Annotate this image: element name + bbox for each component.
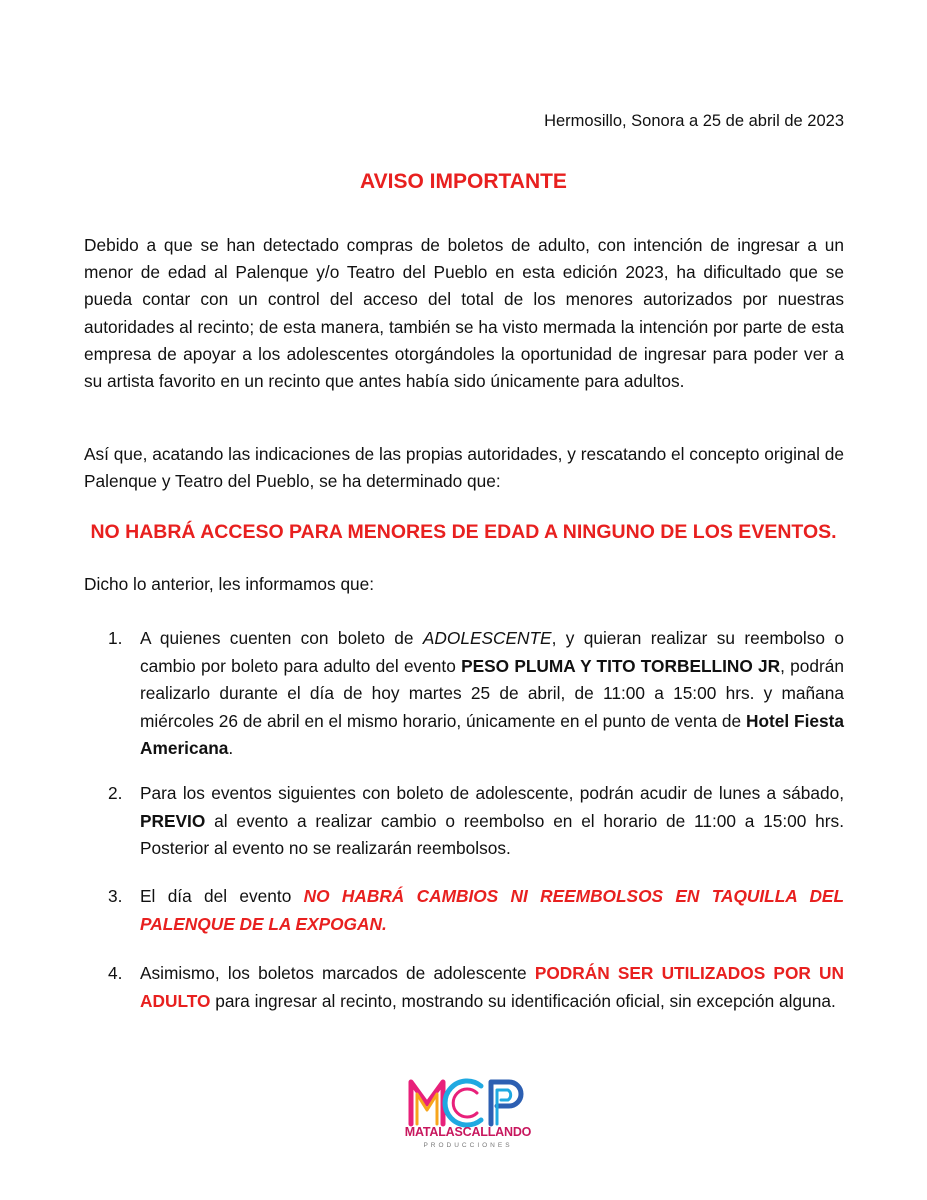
sale-point: Hotel Fiesta Americana (140, 710, 844, 758)
logo-subtitle: PRODUCCIONES (423, 1142, 513, 1149)
emphasis-previo: PREVIO (140, 810, 206, 831)
paragraph-intro: Debido a que se han detectado compras de boletos de adulto, con intención de ingresar a un menor de edad al Palenque y/o Teatro del Pueblo en esta edición 2023, ha dificultado que se pueda contar con un control del acceso del total de los menores autorizados por nuestras autoridades al recinto; de esta manera, también se ha visto mermada la intención por parte de esta empresa de apoyar a los adolescentes otorgándoles la oportunidad de ingresar para poder ver a su artista favorito en un recinto que antes había sido únicamente para adultos. (84, 235, 844, 392)
list-text: Asimismo, los boletos marcados de adolescente PODRÁN SER UTILIZADOS POR UN ADULTO para ingresar al recinto, mostrando su identificación oficial, sin excepción alguna. (140, 963, 844, 1011)
list-text: Para los eventos siguientes con boleto de adolescente, podrán acudir de lunes a sábado, PREVIO al evento a realizar cambio o reembolso en el horario de 11:00 a 15:00 hrs. Posterior al evento no se realizarán reembolsos. (140, 783, 844, 858)
date-line: Hermosillo, Sonora a 25 de abril de 2023 (544, 112, 844, 130)
event-name: PESO PLUMA Y TITO TORBELLINO JR (461, 655, 781, 676)
list-text: A quienes cuenten con boleto de ADOLESCENTE, y quieran realizar su reembolso o cambio por boleto para adulto del evento PESO PLUMA Y TITO TORBELLINO JR, podrán realizarlo durante el día de hoy martes 25 de abril, de 11:00 a 15:00 hrs. y mañana miércoles 26 de abril en el mismo horario, únicamente en el punto de venta de Hotel Fiesta Americana. (140, 628, 844, 758)
list-text: El día del evento NO HABRÁ CAMBIOS NI REEMBOLSOS EN TAQUILLA DEL PALENQUE DE LA EXPOGAN. (140, 886, 845, 934)
list-number: 3. (108, 886, 123, 906)
list-number: 4. (108, 963, 123, 983)
list-number: 2. (108, 783, 123, 803)
paragraph-determination: Así que, acatando las indicaciones de las propias autoridades, y rescatando el concepto original de Palenque y Teatro del Pueblo, se ha determinado que: (84, 444, 844, 492)
paragraph-lead-in: Dicho lo anterior, les informamos que: (84, 574, 375, 594)
alert-no-minors: NO HABRÁ ACCESO PARA MENORES DE EDAD A NINGUNO DE LOS EVENTOS. (90, 521, 837, 543)
notice-title: AVISO IMPORTANTE (360, 170, 567, 193)
emphasis-adult-use: PODRÁN SER UTILIZADOS POR UN ADULTO (140, 963, 844, 1011)
list-number: 1. (108, 628, 123, 648)
emphasis-adolescente: ADOLESCENTE (422, 628, 552, 648)
logo-wordmark: MATALASCALLANDO (404, 1125, 532, 1139)
warning-no-refunds: NO HABRÁ CAMBIOS NI REEMBOLSOS EN TAQUILLA DEL PALENQUE DE LA EXPOGAN. (140, 886, 845, 934)
